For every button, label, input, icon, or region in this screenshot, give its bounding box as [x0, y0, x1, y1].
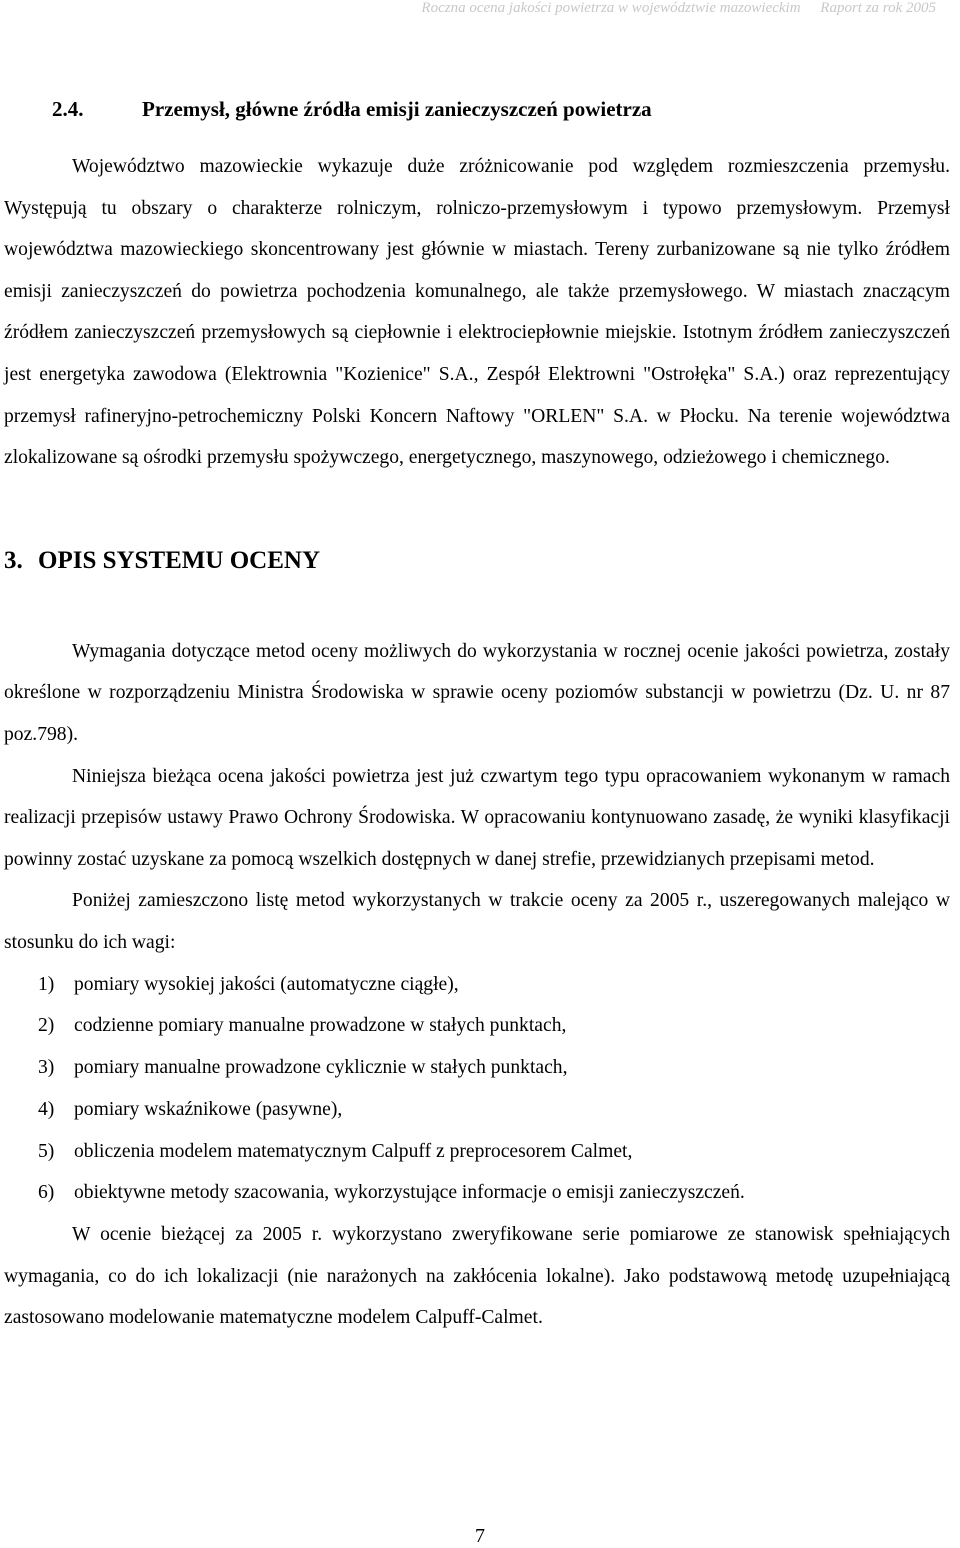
- list-item-number: 1): [38, 973, 55, 995]
- list-item-number: 2): [38, 1015, 55, 1037]
- header-report-title: Roczna ocena jakości powietrza w województwie mazowieckim: [421, 0, 801, 16]
- chapter-number: 3.: [4, 546, 23, 574]
- list-item: [4, 1047, 950, 1089]
- list-item-number: 4): [38, 1098, 55, 1120]
- list-item-text: codzienne pomiary manualne prowadzone w stałych punktach,: [74, 1015, 567, 1037]
- list-item-text: obliczenia modelem matematycznym Calpuff z preprocesorem Calmet,: [74, 1140, 633, 1162]
- list-item: [4, 964, 950, 1006]
- list-item-text: obiektywne metody szacowania, wykorzystujące informacje o emisji zanieczyszczeń.: [74, 1182, 745, 1204]
- methods-list: [4, 964, 950, 1215]
- running-header: [421, 0, 936, 17]
- page-content: [4, 92, 950, 1339]
- page-number: 7: [475, 1525, 485, 1547]
- list-item: [4, 1131, 950, 1173]
- section-heading: [52, 92, 950, 126]
- list-item: [4, 1172, 950, 1214]
- section-paragraph: Województwo mazowieckie wykazuje duże zróżnicowanie pod względem rozmieszczenia przemysłu. Występują tu obszary o charakterze rolniczym, rolniczo-przemysłowym i typowo przemysłowym. Przemysł województwa mazowieckiego skoncentrowany jest głównie w miastach. Tereny zurbanizowane są nie tylko źródłem emisji zanieczyszczeń do powietrza pochodzenia komunalnego, ale także przemysłowego. W miastach znaczącym źródłem zanieczyszczeń przemysłowych są ciepłownie i elektrociepłownie miejskie. Istotnym źródłem zanieczyszczeń jest energetyka zawodowa (Elektrownia "Kozienice" S.A., Zespół Elektrowni "Ostrołęka" S.A.) oraz reprezentujący przemysł rafineryjno-petrochemiczny Polski Koncern Naftowy "ORLEN" S.A. w Płocku. Na terenie województwa zlokalizowane są ośrodki przemysłu spożywczego, energetycznego, maszynowego, odzieżowego i chemicznego.: [4, 156, 950, 469]
- chapter-paragraph-current-assessment: Niniejsza bieżąca ocena jakości powietrza jest już czwartym tego typu opracowaniem wykonanym w ramach realizacji przepisów ustawy Prawo Ochrony Środowiska. W opracowaniu kontynuowano zasadę, że wyniki klasyfikacji powinny zostać uzyskane za pomocą wszelkich dostępnych w danej strefie, przewidzianych przepisami metod.: [4, 765, 950, 870]
- chapter-paragraph-closing: W ocenie bieżącej za 2005 r. wykorzystano zweryfikowane serie pomiarowe ze stanowisk spełniających wymagania, co do ich lokalizacji (nie narażonych na zakłócenia lokalne). Jako podstawową metodę uzupełniającą zastosowano modelowanie matematyczne modelem Calpuff-Calmet.: [4, 1224, 950, 1329]
- chapter-heading: [4, 541, 950, 581]
- header-report-year: Raport za rok 2005: [820, 0, 936, 16]
- list-item-number: 6): [38, 1182, 55, 1204]
- list-item-text: pomiary manualne prowadzone cyklicznie w stałych punktach,: [74, 1057, 568, 1079]
- list-item: [4, 1089, 950, 1131]
- list-item-text: pomiary wysokiej jakości (automatyczne ciągłe),: [74, 973, 459, 995]
- section-number: 2.4.: [52, 97, 84, 121]
- chapter-paragraph-methods-intro: Poniżej zamieszczono listę metod wykorzystanych w trakcie oceny za 2005 r., uszeregowanych malejąco w stosunku do ich wagi:: [4, 890, 950, 953]
- section-title: Przemysł, główne źródła emisji zanieczyszczeń powietrza: [142, 97, 652, 121]
- list-item-number: 5): [38, 1140, 55, 1162]
- list-item-number: 3): [38, 1057, 55, 1079]
- chapter-title: OPIS SYSTEMU OCENY: [38, 546, 320, 574]
- chapter-paragraph-requirements: Wymagania dotyczące metod oceny możliwych do wykorzystania w rocznej ocenie jakości powietrza, zostały określone w rozporządzeniu Ministra Środowiska w sprawie oceny poziomów substancji w powietrzu (Dz. U. nr 87 poz.798).: [4, 640, 950, 745]
- list-item-text: pomiary wskaźnikowe (pasywne),: [74, 1098, 343, 1120]
- list-item: [4, 1005, 950, 1047]
